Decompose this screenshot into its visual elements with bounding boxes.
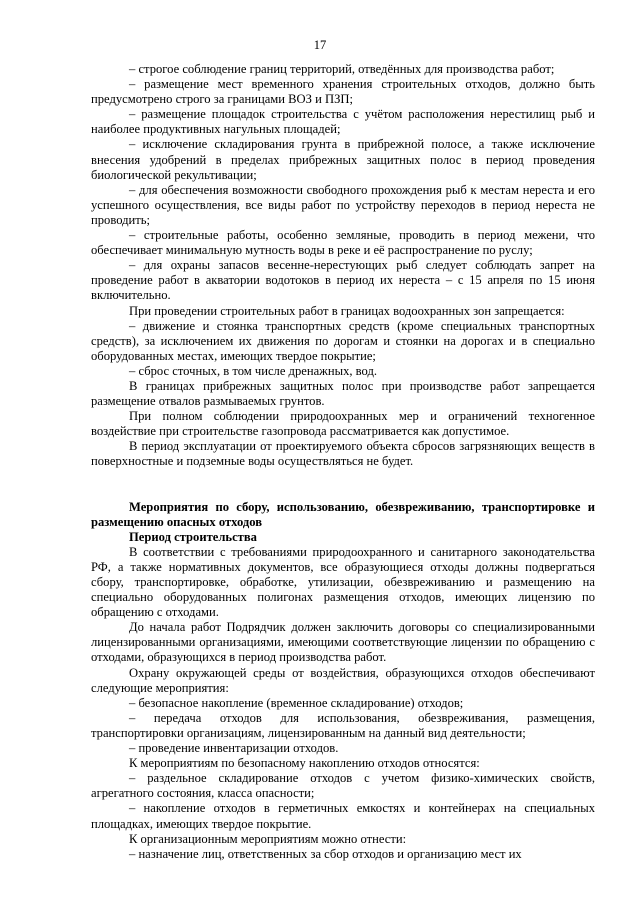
paragraph: При полном соблюдении природоохранных мер и ограничений техногенное воздействие при строительстве газопровода рассматривается как допустимое. (91, 409, 595, 439)
paragraph: – проведение инвентаризации отходов. (129, 741, 339, 756)
paragraph: – размещение мест временного хранения строительных отходов, должно быть предусмотрено строго за границами ВОЗ и ПЗП; (91, 77, 595, 107)
paragraph: – сброс сточных, в том числе дренажных, вод. (129, 363, 378, 378)
paragraph: При проведении строительных работ в границах водоохранных зон запрещается: (129, 303, 565, 318)
paragraph: – строгое соблюдение границ территорий, отведённых для производства работ; (129, 62, 555, 76)
paragraph: До начала работ Подрядчик должен заключить договоры со специализированными лицензированными организациями, имеющими соответствующие лицензии по обращению с отходами, образующихся в период производства работ. (91, 620, 595, 665)
paragraph: – размещение площадок строительства с учётом расположения нерестилищ рыб и наиболее продуктивных нагульных площадей; (91, 107, 595, 137)
paragraph: В границах прибрежных защитных полос при производстве работ запрещается размещение отвалов размываемых грунтов. (91, 378, 595, 409)
paragraph: – накопление отходов в герметичных емкостях и контейнерах на специальных площадках, имеющих твердое покрытие. (91, 801, 595, 831)
paragraph: Охрану окружающей среды от воздействия, образующихся отходов обеспечивают следующие мероприятия: (91, 665, 595, 695)
paragraph: – для охраны запасов весенне-нерестующих рыб следует соблюдать запрет на проведение работ в акватории водотоков в период их нереста – с 15 апреля по 15 июня включительно. (91, 258, 595, 303)
blank-line (91, 470, 595, 500)
paragraph: К организационным мероприятиям можно отнести: (129, 831, 407, 846)
paragraph: – раздельное складирование отходов с учетом физико-химических свойств, агрегатного состояния, класса опасности; (91, 771, 595, 801)
section-heading: Период строительства (129, 529, 257, 544)
section-heading: Мероприятия по сбору, использованию, обезвреживанию, транспортировке и размещению опасных отходов (91, 499, 595, 529)
page-number: 17 (313, 38, 327, 52)
paragraph: В период эксплуатации от проектируемого объекта сбросов загрязняющих веществ в поверхностные и подземные воды осуществляться не будет. (91, 439, 595, 469)
paragraph: – передача отходов для использования, обезвреживания, размещения, транспортировки организациям, лицензированным на данный вид деятельности; (91, 710, 595, 740)
paragraph: – безопасное накопление (временное складирование) отходов; (129, 695, 464, 710)
paragraph: К мероприятиям по безопасному накоплению отходов относятся: (129, 756, 480, 771)
paragraph: – движение и стоянка транспортных средств (кроме специальных транспортных средств), за исключением их движения по дорогам и стоянки на дорогах и в специально оборудованных местах, имеющих твердое покрытие; (91, 318, 595, 363)
paragraph: – исключение складирования грунта в прибрежной полосе, а также исключение внесения удобрений в пределах прибрежных защитных полос в период проведения биологической рекультивации; (91, 137, 595, 182)
paragraph: – для обеспечения возможности свободного прохождения рыб к местам нереста и его успешного осуществления, все виды работ по устройству переходов в период нереста не проводить; (91, 182, 595, 227)
paragraph: – строительные работы, особенно земляные, проводить в период межени, что обеспечивает минимальную мутность воды в реке и её распространение по руслу; (91, 228, 595, 258)
paragraph: – назначение лиц, ответственных за сбор отходов и организацию мест их (129, 846, 522, 861)
document-body (91, 62, 595, 862)
paragraph: В соответствии с требованиями природоохранного и санитарного законодательства РФ, а также нормативных документов, все образующиеся отходы должны подвергаться сбору, транспортировке, обработке, утилизации, обезвреживанию и размещению на специально оборудованных полигонах размещения отходов, имеющих лицензию по обращению с отходами. (91, 544, 595, 620)
